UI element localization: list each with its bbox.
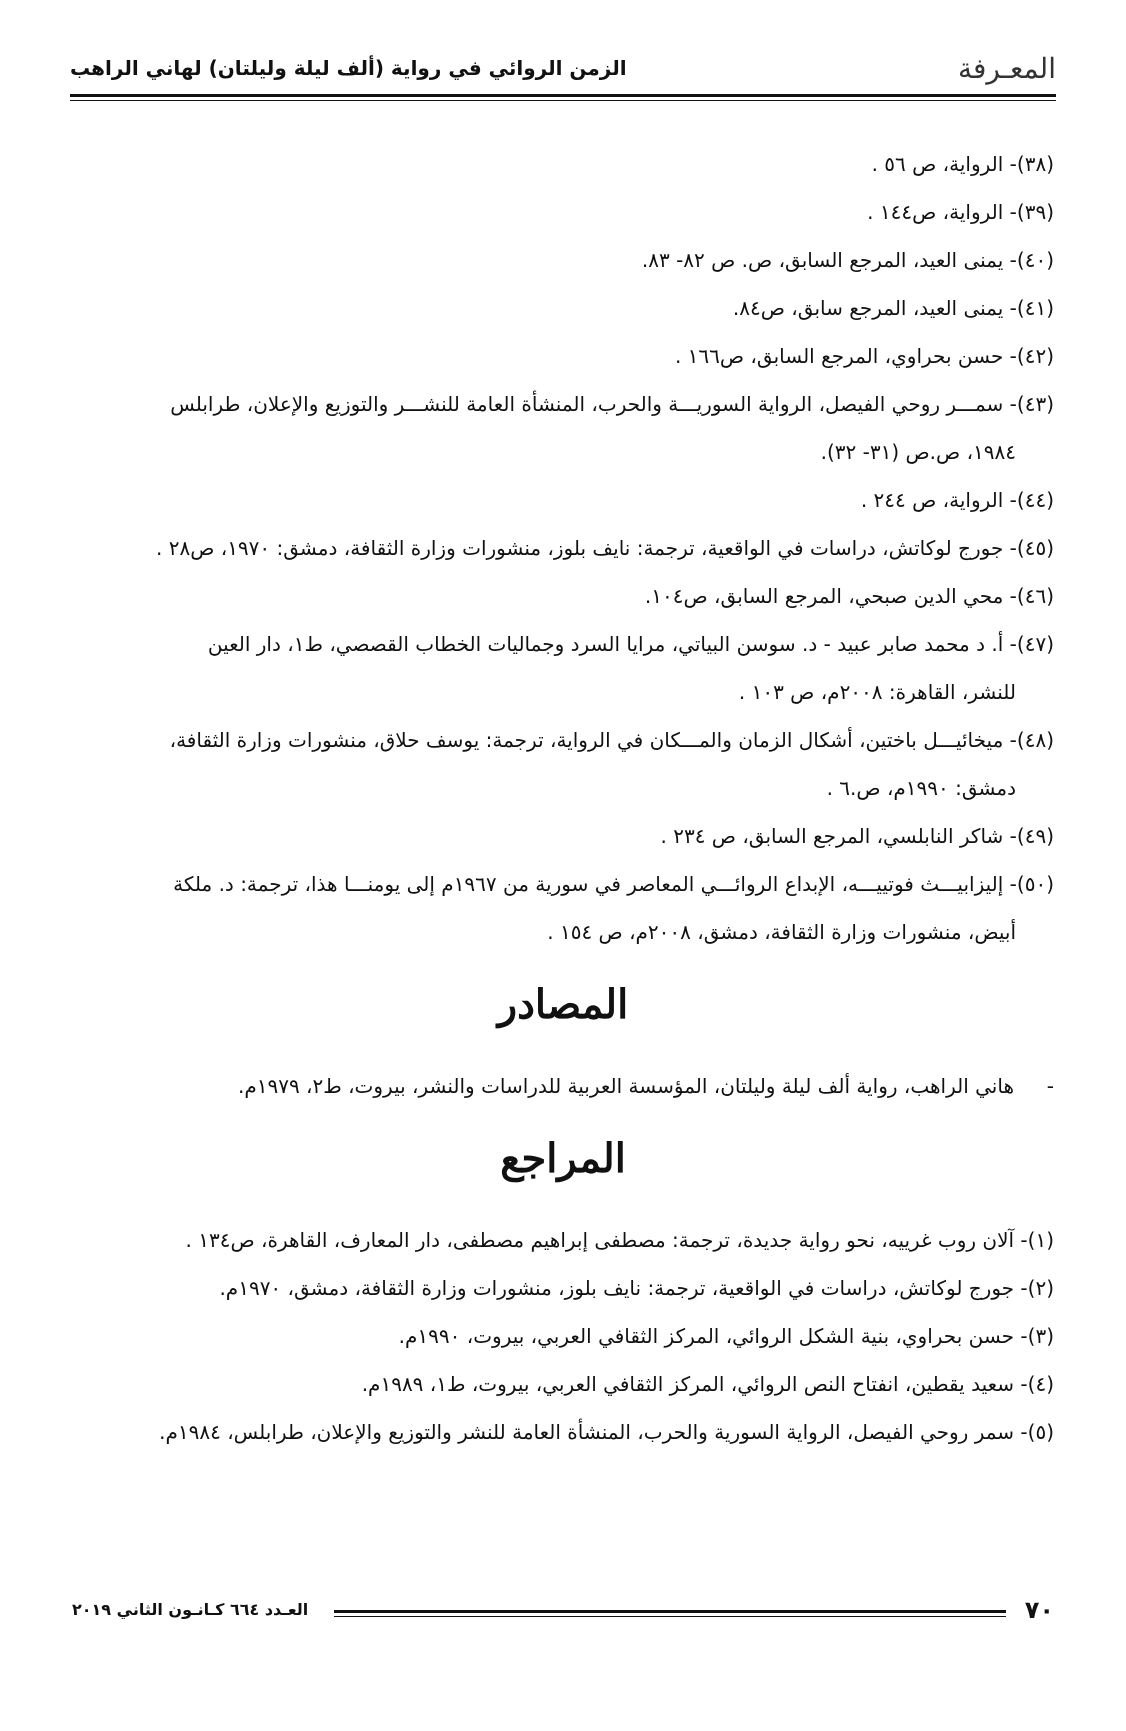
endnote-text: أبيض، منشورات وزارة الثقافة، دمشق، ٢٠٠٨م، ص ١٥٤ . (547, 920, 1016, 944)
endnote-text: دمشق: ١٩٩٠م، ص.٦ . (826, 776, 1016, 800)
reference-number: (٥)- (1020, 1420, 1054, 1444)
endnote (72, 380, 1054, 428)
endnote-text: إليزابيـــث فوتييـــه، الإبداع الروائـــي المعاصر في سورية من ١٩٦٧م إلى يومنـــا هذا، ترجمة: د. ملكة (173, 872, 1004, 896)
endnote-text: سمـــر روحي الفيصل، الرواية السوريـــة والحرب، المنشأة العامة للنشـــر والتوزيع والإعلان، طرابلس (170, 392, 1004, 416)
header-rule (70, 94, 1056, 97)
reference-item (72, 1312, 1054, 1360)
references-heading: المراجع (500, 1135, 626, 1182)
endnote (72, 332, 1054, 380)
reference-text: حسن بحراوي، بنية الشكل الروائي، المركز الثقافي العربي، بيروت، ١٩٩٠م. (398, 1324, 1015, 1348)
endnote (72, 620, 1054, 668)
endnote (72, 572, 1054, 620)
endnote-text: الرواية، ص ٥٦ . (871, 152, 1004, 176)
reference-text: آلان روب غرييه، نحو رواية جديدة، ترجمة: مصطفى إبراهيم مصطفى، دار المعارف، القاهرة، ص١٣٤ . (185, 1228, 1015, 1252)
reference-number: (٤)- (1020, 1372, 1054, 1396)
issue-info: العـدد ٦٦٤ كـانـون الثاني ٢٠١٩ (72, 1600, 309, 1619)
reference-text: جورج لوكاتش، دراسات في الواقعية، ترجمة: نايف بلوز، منشورات وزارة الثقافة، دمشق، ١٩٧٠م. (219, 1276, 1015, 1300)
reference-number: (٣)- (1020, 1324, 1054, 1348)
reference-item (72, 1360, 1054, 1408)
running-title: الزمن الروائي في رواية (ألف ليلة وليلتان) لهاني الراهب (70, 56, 627, 80)
endnote (72, 812, 1054, 860)
endnote-continuation (72, 668, 1054, 716)
endnote-text: للنشر، القاهرة: ٢٠٠٨م، ص ١٠٣ . (738, 680, 1016, 704)
endnote (72, 860, 1054, 908)
source-dash: - (1046, 1074, 1054, 1098)
references-list (72, 1216, 1054, 1456)
endnote-number: (٥٠)- (1009, 872, 1054, 896)
endnote-text: ١٩٨٤، ص.ص (٣١- ٣٢). (820, 440, 1016, 464)
endnote (72, 476, 1054, 524)
reference-number: (٢)- (1020, 1276, 1054, 1300)
endnote-number: (٣٨)- (1009, 152, 1054, 176)
endnote-text: الرواية، ص١٤٤ . (867, 200, 1004, 224)
reference-item (72, 1216, 1054, 1264)
endnote-text: يمنى العيد، المرجع سابق، ص٨٤. (732, 296, 1004, 320)
endnote (72, 140, 1054, 188)
endnote-text: محي الدين صبحي، المرجع السابق، ص١٠٤. (644, 584, 1004, 608)
endnote (72, 188, 1054, 236)
endnote-continuation (72, 908, 1054, 956)
endnote-number: (٤٣)- (1009, 392, 1054, 416)
magazine-logo: المعـرفة (957, 52, 1056, 85)
page-footer (72, 1596, 1054, 1636)
endnote-number: (٣٩)- (1009, 200, 1054, 224)
reference-text: سعيد يقطين، انفتاح النص الروائي، المركز الثقافي العربي، بيروت، ط١، ١٩٨٩م. (361, 1372, 1015, 1396)
footer-rule (334, 1610, 1006, 1613)
reference-item (72, 1264, 1054, 1312)
reference-text: سمر روحي الفيصل، الرواية السورية والحرب، المنشأة العامة للنشر والتوزيع والإعلان، طرابلس، ١٩٨٤م. (159, 1420, 1015, 1444)
sources-list (72, 1062, 1054, 1110)
endnote-text: حسن بحراوي، المرجع السابق، ص١٦٦ . (674, 344, 1004, 368)
endnote-number: (٤٧)- (1009, 632, 1054, 656)
page-header (70, 48, 1056, 108)
reference-number: (١)- (1020, 1228, 1054, 1252)
source-item (72, 1062, 1054, 1110)
endnote-continuation (72, 764, 1054, 812)
endnote-text: أ. د محمد صابر عبيد - د. سوسن البياتي، مرايا السرد وجماليات الخطاب القصصي، ط١، دار العين (207, 632, 1004, 656)
endnote-number: (٤٦)- (1009, 584, 1054, 608)
header-rule-thin (70, 100, 1056, 101)
endnote-number: (٤٤)- (1009, 488, 1054, 512)
endnote-number: (٤٥)- (1009, 536, 1054, 560)
endnote-text: يمنى العيد، المرجع السابق، ص. ص ٨٢- ٨٣. (641, 248, 1004, 272)
endnote-number: (٤٢)- (1009, 344, 1054, 368)
endnote-number: (٤٨)- (1009, 728, 1054, 752)
reference-item (72, 1408, 1054, 1456)
endnote (72, 716, 1054, 764)
endnote-text: شاكر النابلسي، المرجع السابق، ص ٢٣٤ . (660, 824, 1004, 848)
page-content (72, 140, 1054, 1456)
endnote-number: (٤٩)- (1009, 824, 1054, 848)
endnote-text: ميخائيـــل باختين، أشكال الزمان والمـــكان في الرواية، ترجمة: يوسف حلاق، منشورات وزارة الثقافة، (169, 728, 1004, 752)
sources-heading: المصادر (497, 981, 629, 1028)
endnote-text: الرواية، ص ٢٤٤ . (860, 488, 1004, 512)
footer-rule-thin (334, 1616, 1006, 1617)
endnote-continuation (72, 428, 1054, 476)
source-text: هاني الراهب، رواية ألف ليلة وليلتان، المؤسسة العربية للدراسات والنشر، بيروت، ط٢، ١٩٧٩م. (237, 1074, 1014, 1098)
page-number: ٧٠ (1024, 1596, 1054, 1624)
endnote (72, 236, 1054, 284)
endnote (72, 284, 1054, 332)
endnote-text: جورج لوكاتش، دراسات في الواقعية، ترجمة: نايف بلوز، منشورات وزارة الثقافة، دمشق: ١٩٧٠، ص٢٨ . (155, 536, 1004, 560)
endnote-number: (٤٠)- (1009, 248, 1054, 272)
endnotes-list (72, 140, 1054, 956)
endnote (72, 524, 1054, 572)
endnote-number: (٤١)- (1009, 296, 1054, 320)
